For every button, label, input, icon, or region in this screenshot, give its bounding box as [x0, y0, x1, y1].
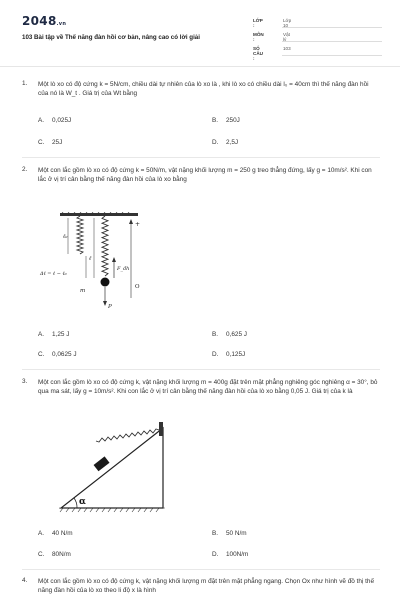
option-text: 2,5J: [226, 139, 239, 146]
question-4-number: 4.: [22, 577, 28, 584]
label-m: m: [80, 288, 86, 294]
option-label: D.: [212, 351, 219, 358]
question-divider: [22, 369, 380, 370]
option-label: B.: [212, 117, 219, 124]
site-logo[interactable]: [22, 14, 66, 28]
question-2-option-d[interactable]: [212, 351, 245, 358]
label-fdh: F_đh: [117, 266, 130, 272]
axis-arrow: [129, 219, 133, 224]
meta-subject-key: MÔN :: [253, 32, 264, 42]
option-text: 25J: [52, 139, 63, 146]
option-text: 0,125J: [226, 351, 246, 358]
label-l0: ℓ₀: [63, 234, 68, 240]
question-4-text: Một con lắc gồm lò xo có độ cứng k, vật nặng khối lượng m đặt trên mặt phẳng ngang. Chọn Ox như hình vẽ đồ thị thế năng đàn hồi của lò xo theo li độ x là hình: [38, 578, 375, 594]
ceiling: [60, 213, 138, 216]
question-2-option-c[interactable]: [38, 351, 77, 358]
option-label: C.: [38, 139, 45, 146]
question-1-option-b[interactable]: [212, 117, 240, 124]
question-3-option-c[interactable]: [38, 551, 71, 558]
question-1-option-c[interactable]: [38, 139, 62, 146]
meta-count-key: SỐ CÂU :: [253, 46, 263, 61]
option-label: B.: [212, 331, 219, 338]
question-divider: [22, 569, 380, 570]
question-3-option-a[interactable]: [38, 530, 73, 537]
meta-divider: [282, 27, 382, 28]
question-3-option-b[interactable]: [212, 530, 247, 537]
option-text: 80N/m: [52, 551, 71, 558]
question-1-option-a[interactable]: [38, 117, 71, 124]
document-title: 103 Bài tập về Thế năng đàn hồi cơ bản, nâng cao có lời giải: [22, 34, 200, 41]
weight-arrowhead: [103, 301, 107, 306]
spring-force-arrowhead: [112, 257, 116, 262]
option-text: 100N/m: [226, 551, 249, 558]
question-3-option-d[interactable]: [212, 551, 248, 558]
option-text: 0,0625 J: [52, 351, 77, 358]
option-label: A.: [38, 117, 45, 124]
hanging-spring-figure: [38, 212, 158, 320]
question-3-text: Một con lắc gồm lò xo có độ cứng k, vật nặng khối lượng m = 400g đặt trên mặt phẳng nghiêng góc nghiêng α = 30°, bỏ qua ma sát, lấy g = 10m/s². Khi con lắc ở vị trí cân bằng thế năng đàn hồi của lò xo bằng 0,05 J. Giá trị của k là: [38, 379, 378, 395]
option-text: 250J: [226, 117, 240, 124]
question-2-option-a[interactable]: [38, 331, 69, 338]
stretched-spring: [102, 216, 108, 276]
label-dl: Δℓ = ℓ − ℓ₀: [40, 271, 67, 277]
inclined-plane-figure: [55, 416, 185, 514]
meta-class-value: Lớp 10: [283, 18, 292, 28]
question-1-option-d[interactable]: [212, 139, 238, 146]
option-label: D.: [212, 139, 219, 146]
question-2-option-b[interactable]: [212, 331, 247, 338]
option-label: A.: [38, 530, 45, 537]
label-l: ℓ: [89, 256, 92, 262]
question-2-text: Một con lắc gồm lò xo có độ cứng k = 50N/m, vật nặng khối lượng m = 250 g treo thẳng đứng, lấy g = 10m/s². Khi con lắc ở vị trí cân bằng thế năng đàn hồi của lò xo bằng: [38, 167, 372, 183]
label-o: O: [135, 284, 140, 290]
label-alpha: α: [79, 497, 86, 507]
option-label: D.: [212, 551, 219, 558]
meta-count-value: 103: [283, 46, 291, 51]
ceiling-hatch: [62, 212, 131, 213]
incline: [61, 428, 163, 508]
meta-subject-value: Vật lý: [283, 32, 290, 42]
meta-class-key: LỚP :: [253, 18, 263, 28]
option-label: C.: [38, 551, 45, 558]
option-text: 40 N/m: [52, 530, 73, 537]
natural-spring: [77, 216, 83, 254]
label-p: P: [108, 304, 112, 310]
option-text: 50 N/m: [226, 530, 247, 537]
option-text: 0,025J: [52, 117, 72, 124]
logo-text: 2048: [22, 14, 57, 28]
meta-divider: [282, 55, 382, 56]
question-1-number: 1.: [22, 80, 28, 87]
option-label: B.: [212, 530, 219, 537]
top-wall: [159, 422, 163, 436]
question-1-text: Một lò xo có độ cứng k = 5N/cm, chiều dài tự nhiên của lò xo là , khi lò xo có chiều dài l₀ = 40cm thì thế năng đàn hồi của nó là W_t . Giá trị của Wt bằng: [38, 81, 369, 97]
hanging-mass: [101, 278, 110, 287]
logo-suffix: .vn: [56, 21, 67, 27]
question-3-number: 3.: [22, 378, 28, 385]
label-plus: +: [135, 221, 141, 228]
question-divider: [22, 157, 380, 158]
header-divider: [0, 66, 400, 67]
block: [94, 456, 110, 471]
option-label: A.: [38, 331, 45, 338]
option-text: 0,625 J: [226, 331, 247, 338]
meta-divider: [282, 41, 382, 42]
option-text: 1,25 J: [52, 331, 70, 338]
question-2-number: 2.: [22, 166, 28, 173]
option-label: C.: [38, 351, 45, 358]
ground-hatch: [59, 508, 165, 512]
